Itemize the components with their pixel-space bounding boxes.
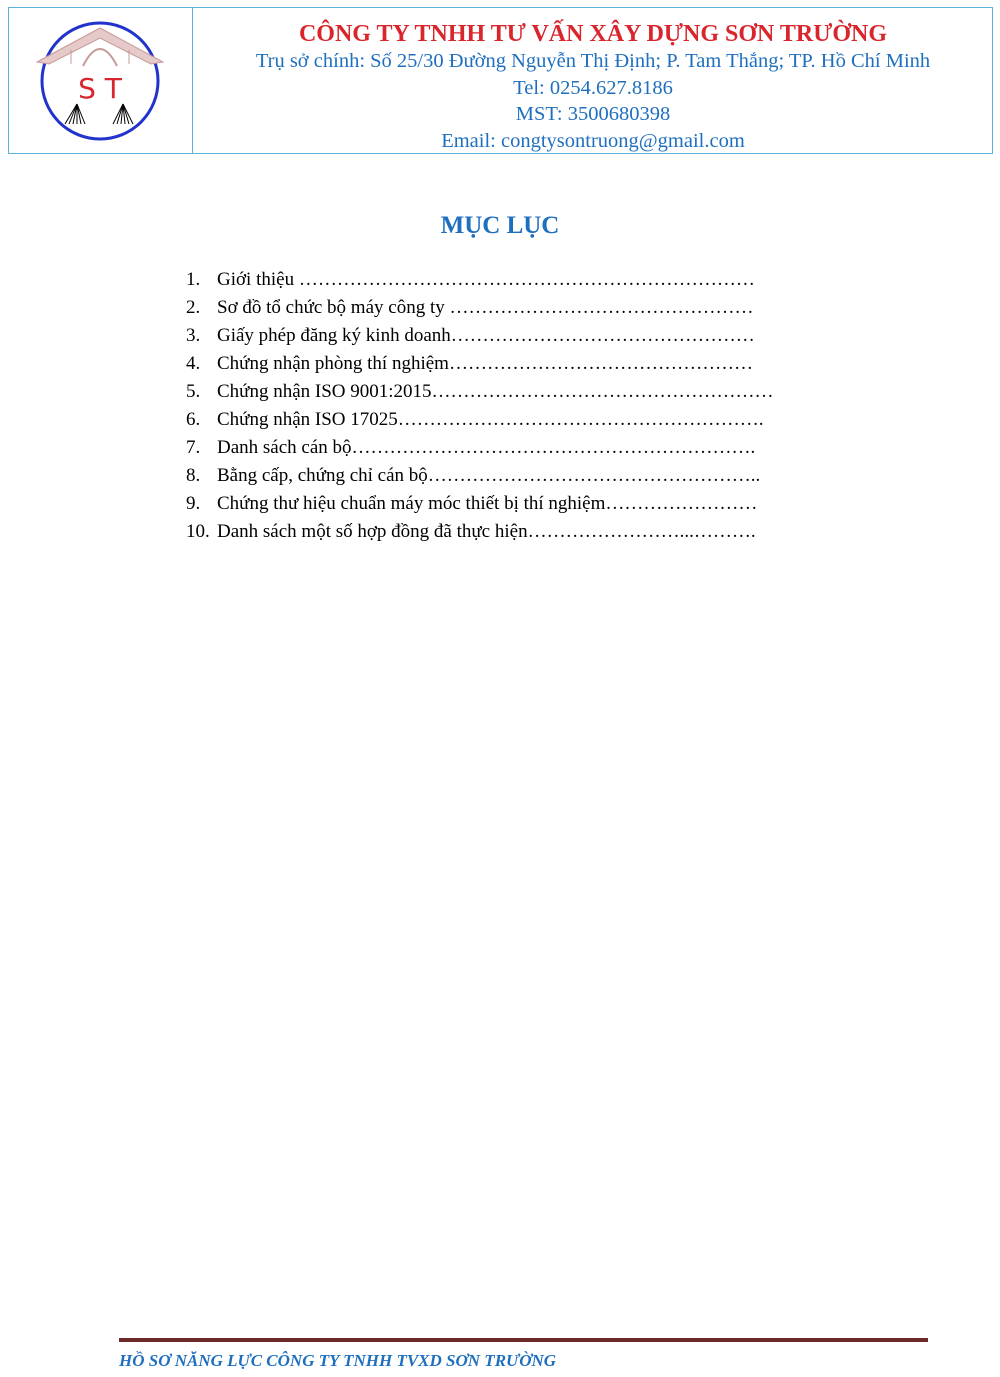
toc-item — [186, 406, 866, 434]
company-logo — [31, 20, 169, 142]
toc-item — [186, 490, 866, 518]
toc-item — [186, 378, 866, 406]
logo-text: S T — [78, 72, 122, 105]
company-address: Trụ sở chính: Số 25/30 Đường Nguyễn Thị Định; P. Tam Thắng; TP. Hồ Chí Minh — [255, 50, 931, 72]
toc-title: MỤC LỤC — [440, 212, 560, 239]
toc-item — [186, 322, 866, 350]
logo-cell — [9, 8, 193, 153]
footer-text: HỒ SƠ NĂNG LỰC CÔNG TY TNHH TVXD SƠN TRƯỜNG — [119, 1351, 557, 1370]
toc-item-text: Bằng cấp, chứng chỉ cán bộ…………………………………………….. — [217, 465, 761, 486]
toc-item-number: 10. — [186, 521, 210, 542]
toc-item — [186, 462, 866, 490]
toc-item-number: 8. — [186, 465, 201, 486]
toc-item-number: 1. — [186, 269, 201, 290]
toc-item-text: Danh sách một số hợp đồng đã thực hiện……………………...………. — [217, 521, 756, 542]
toc-item-number: 7. — [186, 437, 201, 458]
toc-item-number: 2. — [186, 297, 201, 318]
toc-item-number: 3. — [186, 325, 201, 346]
table-of-contents — [186, 266, 866, 546]
company-info — [193, 8, 993, 153]
toc-item-number: 6. — [186, 409, 201, 430]
company-email: Email: congtysontruong@gmail.com — [441, 129, 745, 152]
toc-item — [186, 350, 866, 378]
footer-divider — [119, 1338, 928, 1342]
toc-item — [186, 266, 866, 294]
toc-item-number: 4. — [186, 353, 201, 374]
toc-item-number: 9. — [186, 493, 201, 514]
toc-item-text: Danh sách cán bộ………………………………………………………. — [217, 437, 756, 458]
toc-item-text: Chứng nhận ISO 9001:2015……………………………………………… — [217, 381, 774, 402]
toc-item-text: Chứng nhận phòng thí nghiệm………………………………………… — [217, 353, 753, 374]
toc-item-text: Sơ đồ tổ chức bộ máy công ty ………………………………………… — [217, 297, 754, 318]
toc-item-text: Chứng nhận ISO 17025…………………………………………………. — [217, 409, 764, 430]
toc-item — [186, 434, 866, 462]
letterhead — [8, 7, 993, 154]
toc-item — [186, 294, 866, 322]
company-tel: Tel: 0254.627.8186 — [513, 76, 673, 99]
company-name: CÔNG TY TNHH TƯ VẤN XÂY DỰNG SƠN TRƯỜNG — [298, 21, 888, 47]
company-tax-code: MST: 3500680398 — [515, 103, 671, 125]
toc-item — [186, 518, 866, 546]
toc-item-text: Giấy phép đăng ký kinh doanh………………………………………… — [217, 325, 755, 346]
toc-item-text: Giới thiệu ……………………………………………………………… — [217, 269, 755, 290]
toc-item-number: 5. — [186, 381, 201, 402]
toc-item-text: Chứng thư hiệu chuẩn máy móc thiết bị thí nghiệm…………………… — [217, 493, 758, 514]
